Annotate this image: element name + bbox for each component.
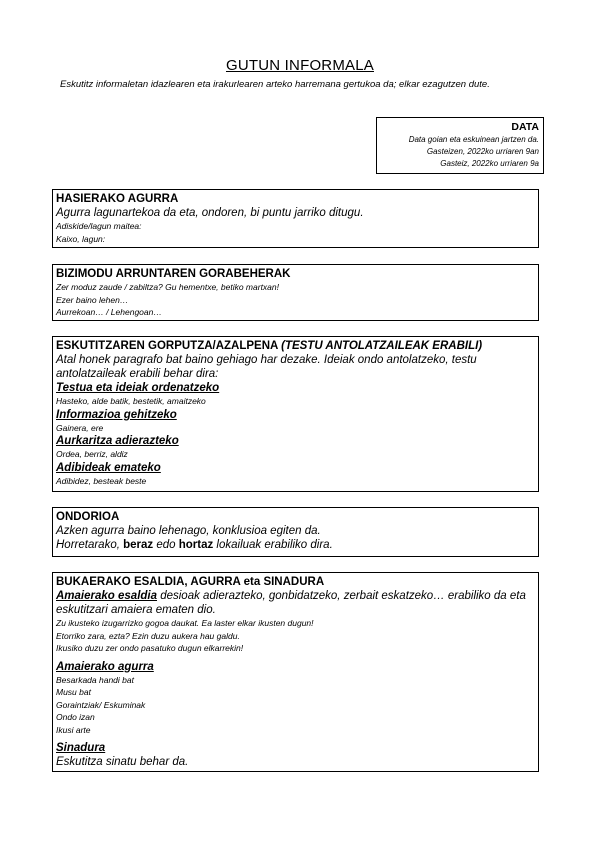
- date-box: [376, 117, 544, 174]
- subsection-title: Adibideak emateko: [56, 461, 161, 474]
- example-line: Zu ikusteko izugarrizko gogoa daukat. Ea laster elkar ikusten dugun!: [56, 618, 314, 628]
- gorputza-box: [52, 336, 539, 492]
- example-line: Besarkada handi bat: [56, 674, 134, 685]
- section-heading: BIZIMODU ARRUNTAREN GORABEHERAK: [56, 268, 291, 280]
- esaldia-description: desioak adierazteko, gonbidatzeko, zerbait eskatzeko… erabiliko da eta eskutitzari amaiera ematen dio.: [56, 590, 526, 616]
- example-line: Zer moduz zaude / zabiltza? Gu hementxe, betiko martxan!: [56, 282, 280, 292]
- example-line: Ezer baino lehen…: [56, 294, 129, 305]
- example-line: Adiskide/lagun maitea:: [56, 221, 142, 231]
- subsection-text: Gainera, ere: [56, 422, 104, 433]
- text-part: edo: [153, 539, 179, 551]
- subsection-text: Adibidez, besteak beste: [56, 475, 147, 486]
- date-line: Gasteiz, 2022ko urriaren 9a: [440, 159, 539, 168]
- bukaera-box: [52, 572, 539, 772]
- section-heading: ONDORIOA: [56, 511, 120, 523]
- example-line: Etorriko zara, ezta? Ezin duzu aukera hau galdu.: [56, 630, 240, 641]
- sinadura-text: Eskutitza sinatu behar da.: [56, 756, 189, 768]
- intro-text: Eskutitz informaletan idazlearen eta irakurlearen arteko harremana gertukoa da; elkar ezagutzen dute.: [60, 79, 490, 90]
- lokailua-beraz: beraz: [123, 539, 154, 551]
- subsection-title: Testua eta ideiak ordenatzeko: [56, 382, 220, 394]
- section-lead: Atal honek paragrafo bat baino gehiago har dezake. Ideiak ondo antolatzeko, testu antolatzaileak erabili behar dira:: [56, 354, 477, 380]
- hasierako-agurra-box: [52, 189, 539, 248]
- section-line: [56, 538, 534, 552]
- heading-italic: (TESTU ANTOLATZAILEAK ERABILI): [281, 340, 483, 352]
- subsection-text: Ordea, berriz, aldiz: [56, 449, 128, 459]
- page-title: GUTUN INFORMALA: [225, 57, 374, 74]
- example-line: Kaixo, lagun:: [56, 233, 106, 244]
- date-line: Data goian eta eskuinean jartzen da.: [408, 135, 539, 144]
- lokailua-hortaz: hortaz: [178, 539, 214, 551]
- section-line: Azken agurra baino lehenago, konklusioa egiten da.: [56, 525, 321, 537]
- example-line: Ondo izan: [56, 712, 95, 722]
- example-line: Ikusiko duzu zer ondo pasatuko dugun elkarrekin!: [56, 643, 244, 653]
- subsection-title: Amaierako esaldia: [56, 590, 158, 602]
- date-line: Gasteizen, 2022ko urriaren 9an: [426, 147, 539, 156]
- section-lead: Agurra lagunartekoa da eta, ondoren, bi puntu jarriko ditugu.: [56, 207, 364, 219]
- heading-main: ESKUTITZAREN GORPUTZA/AZALPENA: [56, 340, 282, 352]
- example-line: Aurrekoan… / Lehengoan…: [56, 307, 162, 317]
- example-line: Musu bat: [56, 687, 91, 697]
- subsection-title: Aurkaritza adierazteko: [56, 435, 179, 447]
- bizimodu-box: [52, 264, 539, 321]
- section-heading: BUKAERAKO ESALDIA, AGURRA eta SINADURA: [56, 576, 325, 588]
- text-part: Horretarako,: [56, 539, 124, 551]
- section-heading: [56, 339, 534, 353]
- date-title: DATA: [511, 121, 539, 133]
- subsection-title: Informazioa gehitzeko: [56, 408, 177, 421]
- ondorioa-box: [52, 507, 539, 557]
- example-line: Goraintziak/ Eskuminak: [56, 699, 146, 710]
- subsection-text: Hasteko, alde batik, bestetik, amaitzeko: [56, 396, 206, 406]
- subsection-title: Amaierako agurra: [56, 660, 154, 673]
- esaldia-text: [56, 589, 534, 617]
- text-part: lokailuak erabiliko dira.: [213, 539, 333, 551]
- subsection-title: Sinadura: [56, 742, 106, 754]
- example-line: Ikusi arte: [56, 724, 91, 735]
- section-heading: HASIERAKO AGURRA: [56, 193, 179, 205]
